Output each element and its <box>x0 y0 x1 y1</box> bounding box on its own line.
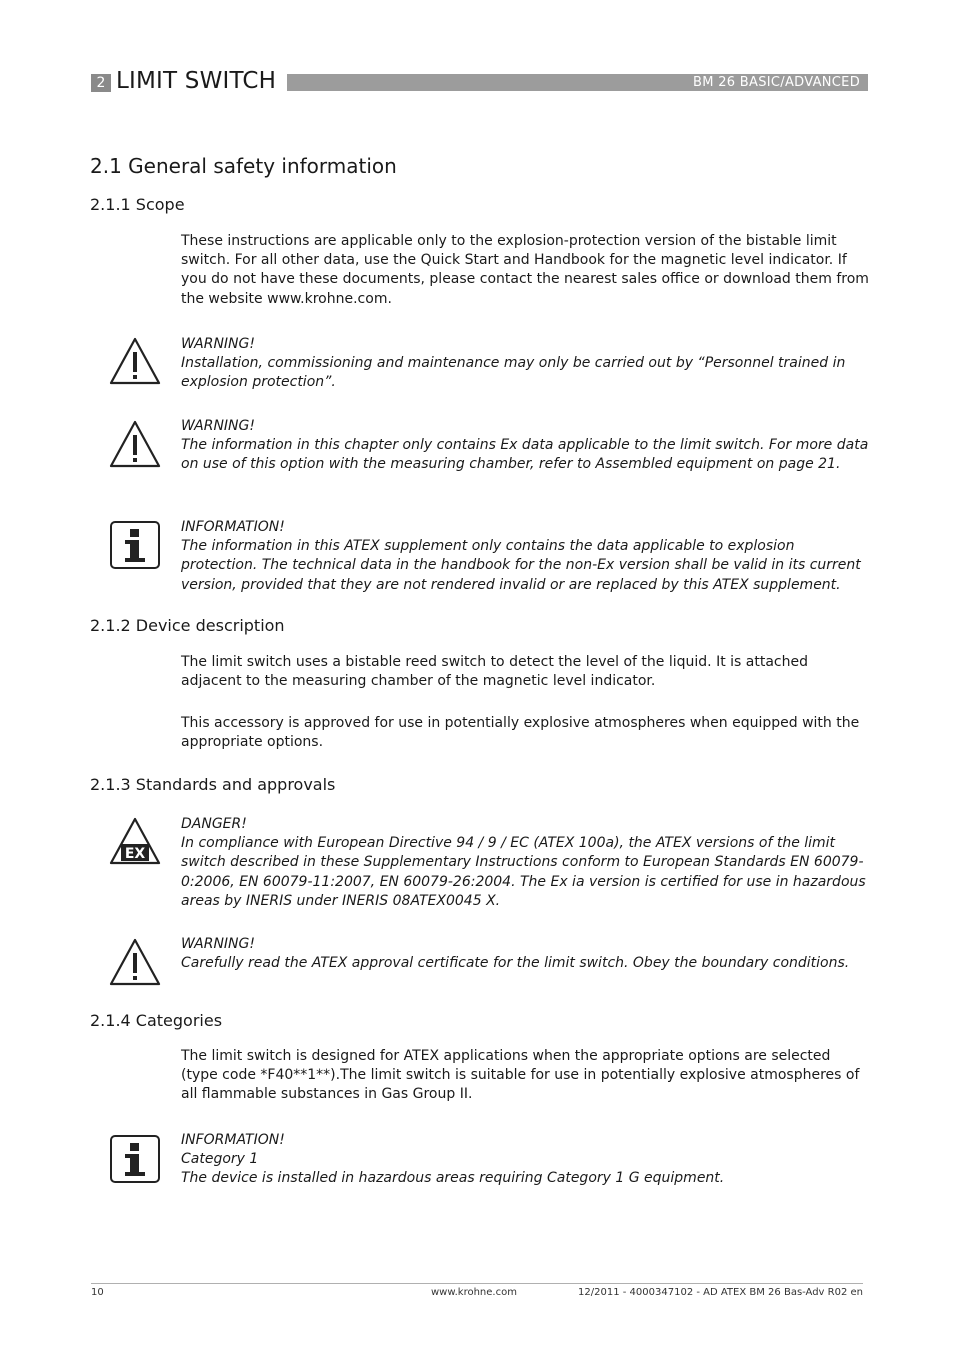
information-subtitle: Category 1 <box>181 1151 259 1168</box>
footer-website: www.krohne.com <box>431 1287 517 1298</box>
information-body: The information in this ATEX supplement only contains the data applicable to explosion protection. The technical data in the handbook for the non-Ex version shall be valid in its current version, provided that they are not rendered invalid or are replaced by this ATEX supplement. <box>181 538 861 593</box>
categories-text: The limit switch is designed for ATEX applications when the appropriate options are selected (type code *F40**1**).The limit switch is suitable for use in potentially explosive atmospheres of all flammable substances in Gas Group II. <box>181 1048 860 1103</box>
warning-body: The information in this chapter only contains Ex data applicable to the limit switch. For more data on use of this option with the measuring chamber, refer to Assembled equipment on page 21. <box>181 437 869 473</box>
section-title: 2.1 General safety information <box>90 154 397 178</box>
warning-body: Carefully read the ATEX approval certificate for the limit switch. Obey the boundary conditions. <box>181 955 850 972</box>
warning-title: WARNING! <box>181 336 255 352</box>
page-header <box>91 70 868 94</box>
categories-information <box>181 1131 871 1189</box>
scope-warning-1 <box>181 335 871 393</box>
warning-title: WARNING! <box>181 936 255 952</box>
warning-icon <box>108 336 162 386</box>
chapter-title: LIMIT SWITCH <box>116 68 277 94</box>
danger-body: In compliance with European Directive 94 / 9 / EC (ATEX 100a), the ATEX versions of the limit switch described in these Supplementary Instructions conform to European Standards EN 60079-0:2006, EN 60079-11:2007, EN 60079-26:2004. The Ex ia version is certified for use in hazardous areas by INERIS under INERIS 08ATEX0045 X. <box>181 835 866 909</box>
document-name: BM 26 BASIC/ADVANCED <box>693 75 860 90</box>
scope-information <box>181 518 871 595</box>
information-body: The device is installed in hazardous areas requiring Category 1 G equipment. <box>181 1170 725 1187</box>
device-heading: 2.1.2 Device description <box>90 616 285 635</box>
standards-warning <box>181 935 871 973</box>
standards-danger <box>181 815 871 911</box>
information-icon <box>108 520 162 570</box>
information-icon <box>108 1134 162 1184</box>
device-text-1: The limit switch uses a bistable reed switch to detect the level of the liquid. It is attached adjacent to the measuring chamber of the magnetic level indicator. <box>181 654 808 690</box>
categories-heading: 2.1.4 Categories <box>90 1011 223 1030</box>
information-title: INFORMATION! <box>181 519 285 535</box>
scope-warning-2 <box>181 417 871 475</box>
warning-icon <box>108 937 162 987</box>
danger-title: DANGER! <box>181 816 247 832</box>
scope-heading: 2.1.1 Scope <box>90 195 185 214</box>
footer-divider <box>91 1283 863 1284</box>
information-title: INFORMATION! <box>181 1132 285 1148</box>
header-bar <box>287 74 868 91</box>
footer-doc-ref: 12/2011 - 4000347102 - AD ATEX BM 26 Bas-Adv R02 en <box>578 1287 863 1298</box>
standards-heading: 2.1.3 Standards and approvals <box>90 775 336 794</box>
ex-danger-icon <box>108 816 162 866</box>
warning-icon <box>108 419 162 469</box>
scope-text: These instructions are applicable only to the explosion-protection version of the bistable limit switch. For all other data, use the Quick Start and Handbook for the magnetic level indicator. If you do not have these documents, please contact the nearest sales office or download them from the website www.krohne.com. <box>181 233 869 307</box>
ex-label: EX <box>124 846 146 862</box>
warning-body: Installation, commissioning and maintenance may only be carried out by “Personnel trained in explosion protection”. <box>181 355 846 391</box>
page-number: 10 <box>91 1287 104 1298</box>
device-text-2: This accessory is approved for use in potentially explosive atmospheres when equipped with the appropriate options. <box>181 715 860 751</box>
chapter-number: 2 <box>91 74 111 92</box>
warning-title: WARNING! <box>181 418 255 434</box>
